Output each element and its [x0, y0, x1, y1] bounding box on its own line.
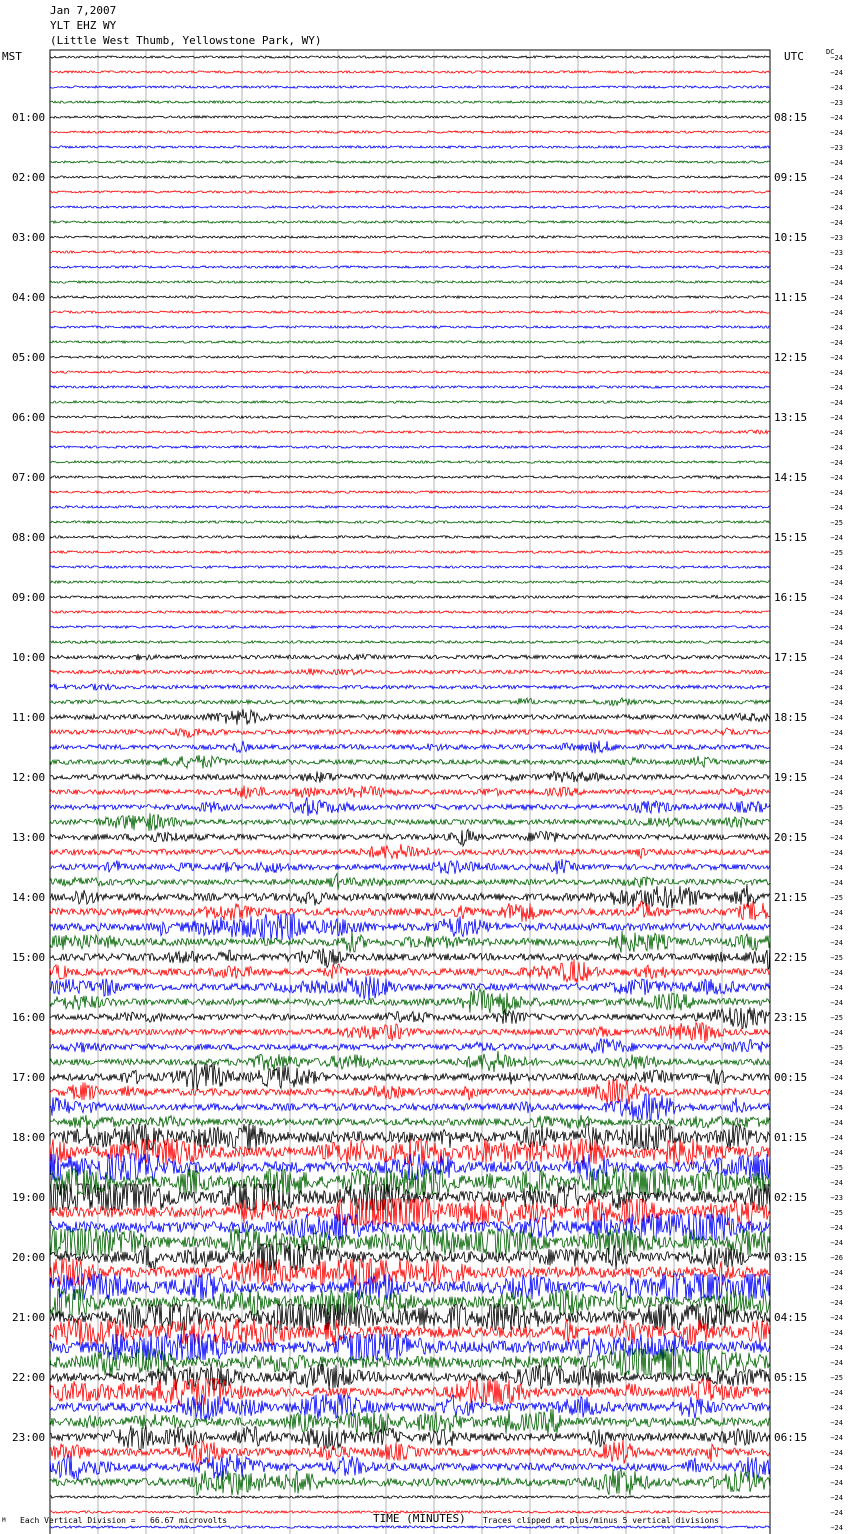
- dc-offset-label: −24: [830, 729, 843, 737]
- dc-offset-label: −24: [830, 1179, 843, 1187]
- trace-line: [50, 536, 770, 539]
- dc-offset-label: −26: [830, 1254, 843, 1262]
- trace-line: [50, 641, 770, 644]
- trace-line: [50, 786, 770, 799]
- dc-offset-label: −24: [830, 1509, 843, 1517]
- trace-line: [50, 251, 770, 253]
- dc-offset-label: −25: [830, 1014, 843, 1022]
- dc-offset-label: −24: [830, 84, 843, 92]
- dc-offset-label: −23: [830, 234, 843, 242]
- dc-offset-label: −24: [830, 1479, 843, 1487]
- dc-offset-label: −24: [830, 1059, 843, 1067]
- trace-line: [50, 1023, 770, 1044]
- dc-offset-label: −24: [830, 564, 843, 572]
- dc-offset-label: −24: [830, 624, 843, 632]
- dc-offset-label: −24: [830, 714, 843, 722]
- dc-offset-label: −24: [830, 909, 843, 917]
- trace-line: [50, 1007, 770, 1028]
- dc-offset-label: −24: [830, 759, 843, 767]
- right-time-label: 15:15: [774, 531, 808, 544]
- dc-offset-label: −24: [830, 609, 843, 617]
- left-time-label: 18:00: [12, 1131, 46, 1144]
- dc-offset-label: −23: [830, 1194, 843, 1202]
- trace-line: [50, 755, 770, 768]
- dc-offset-label: −24: [830, 69, 843, 77]
- dc-offset-label: −24: [830, 1299, 843, 1307]
- trace-line: [50, 430, 770, 434]
- left-time-label: 09:00: [12, 591, 46, 604]
- right-time-label: 19:15: [774, 771, 808, 784]
- dc-offset-label: −24: [830, 324, 843, 332]
- trace-line: [50, 1038, 770, 1053]
- clip-note: Traces clipped at plus/minus 5 vertical divisions: [483, 1516, 720, 1525]
- trace-line: [50, 506, 770, 508]
- dc-offset-label: −24: [830, 1224, 843, 1232]
- x-axis-title: TIME (MINUTES): [373, 1512, 466, 1525]
- dc-offset-label: −25: [830, 894, 843, 902]
- trace-line: [50, 476, 770, 479]
- dc-offset-label: −25: [830, 1209, 843, 1217]
- right-time-label: 03:15: [774, 1251, 808, 1264]
- trace-line: [50, 341, 770, 343]
- trace-line: [50, 116, 770, 118]
- trace-line: [50, 521, 770, 523]
- trace-line: [50, 416, 770, 418]
- left-time-label: 20:00: [12, 1251, 46, 1264]
- dc-offset-label: −24: [830, 399, 843, 407]
- dc-offset-label: −24: [830, 54, 843, 62]
- right-time-label: 20:15: [774, 831, 808, 844]
- dc-offset-label: −24: [830, 939, 843, 947]
- dc-offset-label: −24: [830, 1524, 843, 1532]
- trace-line: [50, 595, 770, 599]
- right-time-label: 00:15: [774, 1071, 808, 1084]
- trace-line: [50, 1064, 770, 1090]
- dc-offset-label: −24: [830, 1074, 843, 1082]
- dc-offset-label: −24: [830, 774, 843, 782]
- trace-line: [50, 101, 770, 103]
- dc-offset-label: −24: [830, 459, 843, 467]
- trace-line: [50, 1199, 770, 1225]
- trace-line: [50, 236, 770, 238]
- trace-line: [50, 1229, 770, 1255]
- dc-offset-label: −24: [830, 1119, 843, 1127]
- dc-offset-label: −24: [830, 414, 843, 422]
- dc-offset-label: −24: [830, 789, 843, 797]
- dc-offset-label: −24: [830, 1104, 843, 1112]
- right-time-label: 12:15: [774, 351, 808, 364]
- dc-offset-label: −24: [830, 339, 843, 347]
- dc-offset-label: −24: [830, 189, 843, 197]
- trace-line: [50, 1379, 770, 1405]
- dc-offset-label: −24: [830, 654, 843, 662]
- trace-line: [50, 446, 770, 448]
- dc-offset-label: −24: [830, 1464, 843, 1472]
- right-timezone-label: UTC: [784, 50, 804, 63]
- dc-offset-label: −24: [830, 444, 843, 452]
- trace-line: [50, 1289, 770, 1315]
- dc-offset-label: −24: [830, 699, 843, 707]
- dc-offset-label: −24: [830, 1269, 843, 1277]
- trace-line: [50, 1454, 770, 1480]
- trace-line: [50, 844, 770, 859]
- dc-offset-label: −23: [830, 249, 843, 257]
- trace-line: [50, 1469, 770, 1495]
- header-location: (Little West Thumb, Yellowstone Park, WY): [50, 34, 322, 47]
- right-time-label: 16:15: [774, 591, 808, 604]
- trace-line: [50, 1214, 770, 1240]
- right-time-label: 17:15: [774, 651, 808, 664]
- dc-offset-label: −24: [830, 864, 843, 872]
- trace-line: [50, 551, 770, 554]
- right-time-label: 05:15: [774, 1371, 808, 1384]
- trace-line: [50, 1426, 770, 1451]
- left-time-label: 14:00: [12, 891, 46, 904]
- trace-line: [50, 1259, 770, 1285]
- trace-line: [50, 741, 770, 754]
- trace-line: [50, 1115, 770, 1129]
- dc-offset-label: −24: [830, 1449, 843, 1457]
- trace-line: [50, 1409, 770, 1435]
- trace-line: [50, 797, 770, 816]
- dc-offset-label: −24: [830, 129, 843, 137]
- dc-offset-label: −24: [830, 984, 843, 992]
- left-time-label: 08:00: [12, 531, 46, 544]
- trace-line: [50, 1440, 770, 1465]
- dc-offset-label: −24: [830, 1494, 843, 1502]
- dc-offset-label: −24: [830, 1389, 843, 1397]
- dc-offset-label: −24: [830, 1284, 843, 1292]
- trace-line: [50, 1496, 770, 1498]
- dc-offset-label: −24: [830, 849, 843, 857]
- trace-line: [50, 946, 770, 970]
- trace-line: [50, 296, 770, 298]
- dc-offset-label: −24: [830, 1419, 843, 1427]
- dc-offset-label: −24: [830, 1239, 843, 1247]
- right-time-label: 08:15: [774, 111, 808, 124]
- trace-line: [50, 581, 770, 584]
- dc-offset-label: −24: [830, 114, 843, 122]
- dc-offset-label: −24: [830, 1089, 843, 1097]
- dc-offset-label: −24: [830, 354, 843, 362]
- trace-line: [50, 131, 770, 133]
- right-time-label: 02:15: [774, 1191, 808, 1204]
- dc-offset-label: −24: [830, 369, 843, 377]
- trace-line: [50, 829, 770, 846]
- trace-line: [50, 266, 770, 268]
- dc-offset-label: −25: [830, 804, 843, 812]
- dc-offset-label: −24: [830, 279, 843, 287]
- left-time-label: 12:00: [12, 771, 46, 784]
- left-time-label: 21:00: [12, 1311, 46, 1324]
- dc-offset-label: −24: [830, 639, 843, 647]
- trace-line: [50, 221, 770, 223]
- dc-offset-label: −24: [830, 579, 843, 587]
- dc-offset-label: −24: [830, 744, 843, 752]
- left-time-label: 02:00: [12, 171, 46, 184]
- left-time-label: 22:00: [12, 1371, 46, 1384]
- dc-offset-label: −24: [830, 429, 843, 437]
- trace-line: [50, 176, 770, 178]
- left-time-label: 04:00: [12, 291, 46, 304]
- trace-line: [50, 1154, 770, 1180]
- dc-offset-label: −24: [830, 1344, 843, 1352]
- dc-offset-label: −24: [830, 1149, 843, 1157]
- scale-note: Each Vertical Division = 66.67 microvolts: [20, 1516, 228, 1525]
- trace-line: [50, 1394, 770, 1420]
- dc-offset-label: −24: [830, 879, 843, 887]
- dc-offset-label: −24: [830, 219, 843, 227]
- dc-offset-label: −25: [830, 519, 843, 527]
- trace-line: [50, 1079, 770, 1105]
- left-time-label: 11:00: [12, 711, 46, 724]
- trace-line: [50, 161, 770, 163]
- left-time-label: 05:00: [12, 351, 46, 364]
- dc-offset-label: −24: [830, 534, 843, 542]
- dc-offset-label: −25: [830, 1044, 843, 1052]
- dc-label: DC: [826, 48, 835, 56]
- right-time-label: 22:15: [774, 951, 808, 964]
- trace-line: [50, 206, 770, 208]
- dc-offset-label: −24: [830, 1434, 843, 1442]
- dc-offset-label: −24: [830, 309, 843, 317]
- dc-offset-label: −24: [830, 1314, 843, 1322]
- trace-line: [50, 654, 770, 660]
- trace-line: [50, 698, 770, 706]
- dc-offset-label: −25: [830, 954, 843, 962]
- dc-offset-label: −24: [830, 999, 843, 1007]
- left-time-label: 06:00: [12, 411, 46, 424]
- right-time-label: 10:15: [774, 231, 808, 244]
- trace-line: [50, 491, 770, 493]
- trace-line: [50, 71, 770, 73]
- left-time-label: 19:00: [12, 1191, 46, 1204]
- trace-line: [50, 461, 770, 463]
- dc-offset-label: −24: [830, 504, 843, 512]
- dc-offset-label: −24: [830, 1404, 843, 1412]
- trace-line: [50, 684, 770, 691]
- trace-line: [50, 356, 770, 358]
- dc-offset-label: −24: [830, 1329, 843, 1337]
- dc-offset-label: −24: [830, 669, 843, 677]
- dc-offset-label: −24: [830, 264, 843, 272]
- right-time-label: 18:15: [774, 711, 808, 724]
- right-time-label: 04:15: [774, 1311, 808, 1324]
- dc-offset-label: −24: [830, 1134, 843, 1142]
- dc-offset-label: −24: [830, 834, 843, 842]
- dc-offset-label: −24: [830, 384, 843, 392]
- dc-offset-label: −24: [830, 474, 843, 482]
- left-time-label: 03:00: [12, 231, 46, 244]
- trace-line: [50, 281, 770, 283]
- dc-offset-label: −24: [830, 489, 843, 497]
- left-time-label: 07:00: [12, 471, 46, 484]
- trace-line: [50, 859, 770, 874]
- dc-offset-label: −24: [830, 969, 843, 977]
- dc-offset-label: −24: [830, 684, 843, 692]
- dc-offset-label: −24: [830, 1359, 843, 1367]
- trace-line: [50, 1526, 770, 1528]
- right-time-label: 11:15: [774, 291, 808, 304]
- dc-offset-label: −25: [830, 549, 843, 557]
- trace-line: [50, 401, 770, 403]
- trace-line: [50, 56, 770, 58]
- dc-offset-label: −24: [830, 294, 843, 302]
- trace-line: [50, 566, 770, 569]
- trace-line: [50, 901, 770, 922]
- right-time-label: 21:15: [774, 891, 808, 904]
- trace-line: [50, 931, 770, 953]
- header-date: Jan 7,2007: [50, 4, 117, 17]
- trace-line: [50, 611, 770, 614]
- trace-line: [50, 191, 770, 193]
- left-time-label: 15:00: [12, 951, 46, 964]
- left-time-label: 13:00: [12, 831, 46, 844]
- trace-line: [50, 989, 770, 1014]
- dc-offset-label: −23: [830, 99, 843, 107]
- trace-line: [50, 371, 770, 373]
- corner-mark: M: [2, 1517, 6, 1524]
- right-time-label: 23:15: [774, 1011, 808, 1024]
- trace-line: [50, 709, 770, 725]
- trace-line: [50, 874, 770, 891]
- dc-offset-label: −24: [830, 204, 843, 212]
- trace-line: [50, 884, 770, 908]
- trace-line: [50, 669, 770, 676]
- trace-line: [50, 326, 770, 328]
- dc-offset-label: −24: [830, 1029, 843, 1037]
- trace-line: [50, 728, 770, 738]
- trace-line: [50, 86, 770, 88]
- dc-offset-label: −24: [830, 594, 843, 602]
- trace-line: [50, 626, 770, 629]
- dc-offset-label: −25: [830, 1164, 843, 1172]
- trace-line: [50, 146, 770, 148]
- trace-line: [50, 386, 770, 388]
- dc-offset-label: −24: [830, 174, 843, 182]
- right-time-label: 14:15: [774, 471, 808, 484]
- right-time-label: 06:15: [774, 1431, 808, 1444]
- left-time-label: 17:00: [12, 1071, 46, 1084]
- left-time-label: 01:00: [12, 111, 46, 124]
- dc-offset-label: −24: [830, 924, 843, 932]
- trace-line: [50, 813, 770, 831]
- trace-line: [50, 1051, 770, 1072]
- left-time-label: 10:00: [12, 651, 46, 664]
- right-time-label: 13:15: [774, 411, 808, 424]
- trace-line: [50, 959, 770, 983]
- left-timezone-label: MST: [2, 50, 22, 63]
- trace-line: [50, 1094, 770, 1120]
- header-station: YLT EHZ WY: [50, 19, 117, 32]
- left-time-label: 23:00: [12, 1431, 46, 1444]
- trace-line: [50, 771, 770, 782]
- dc-offset-label: −24: [830, 159, 843, 167]
- dc-offset-label: −23: [830, 144, 843, 152]
- dc-offset-label: −25: [830, 1374, 843, 1382]
- dc-offset-label: −24: [830, 819, 843, 827]
- trace-line: [50, 311, 770, 313]
- left-time-label: 16:00: [12, 1011, 46, 1024]
- right-time-label: 09:15: [774, 171, 808, 184]
- right-time-label: 01:15: [774, 1131, 808, 1144]
